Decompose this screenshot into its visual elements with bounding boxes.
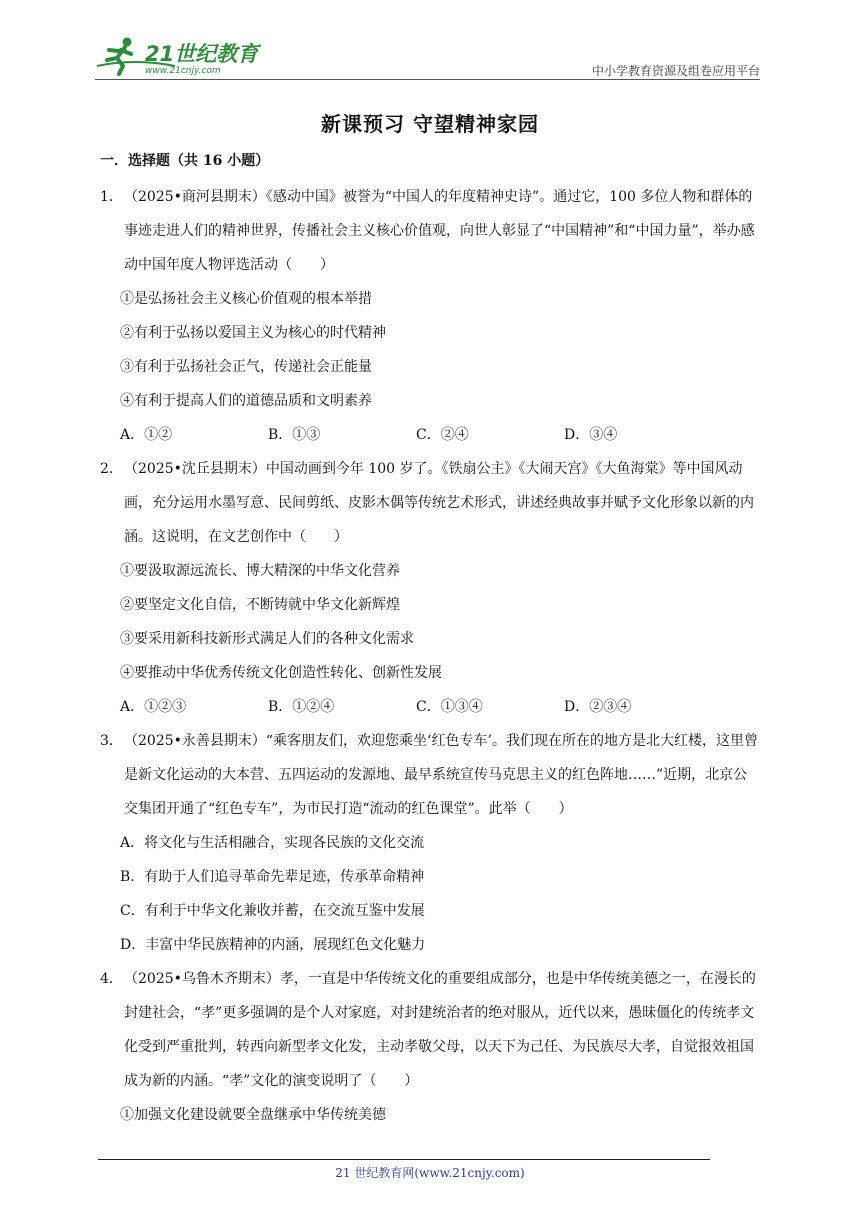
logo bbox=[95, 36, 265, 76]
question-text: （2025•乌鲁木齐期末）孝，一直是中华传统文化的重要组成部分，也是中华传统美德之一，在漫长的封建社会，“孝”更多强调的是个人对家庭，对封建统治者的绝对服从，近代以来，愚昧僵化的传统孝文化受到严重批判，转西向新型孝文化发，主动孝敬父母，以天下为己任、为民族尽大孝，自觉报效祖国成为新的内涵。“孝”文化的演变说明了（ ） bbox=[124, 971, 756, 1089]
question-stem bbox=[100, 724, 760, 826]
question-4 bbox=[100, 962, 760, 1132]
statement-option: ④有利于提高人们的道德品质和文明素养 bbox=[120, 393, 372, 409]
choice-a[interactable]: A．①② bbox=[120, 427, 173, 443]
question-number: 3． bbox=[100, 733, 123, 749]
choice-d[interactable]: D．②③④ bbox=[564, 699, 632, 715]
question-number: 4． bbox=[100, 971, 123, 987]
choice-d[interactable]: D．丰富中华民族精神的内涵，展现红色文化魅力 bbox=[120, 937, 426, 953]
choice-c[interactable]: C．有利于中华文化兼收并蓄，在交流互鉴中发展 bbox=[120, 903, 425, 919]
svg-text:21世纪教育: 21世纪教育 bbox=[145, 42, 259, 66]
question-1 bbox=[100, 180, 760, 452]
section-heading: 一．选择题（共 16 小题） bbox=[100, 153, 270, 169]
question-text: （2025•沈丘县期末）中国动画到今年 100 岁了。《铁扇公主》《大闹天宫》《大鱼海棠》等中国风动画，充分运用水墨写意、民间剪纸、皮影木偶等传统艺术形式，讲述经典故事并赋予文化形象以新的内涵。这说明，在文艺创作中（ ） bbox=[124, 461, 754, 545]
question-number: 2． bbox=[100, 461, 123, 477]
header-divider bbox=[95, 79, 760, 80]
page-footer[interactable]: 21 世纪教育网(www.21cnjy.com) bbox=[335, 1166, 525, 1180]
statement-option: ④要推动中华优秀传统文化创造性转化、创新性发展 bbox=[120, 665, 442, 681]
statement-option: ①加强文化建设就要全盘继承中华传统美德 bbox=[120, 1107, 386, 1123]
statement-option: ③要采用新科技新形式满足人们的各种文化需求 bbox=[120, 631, 414, 647]
question-text: （2025•商河县期末）《感动中国》被誉为“中国人的年度精神史诗”。通过它，100 多位人物和群体的事迹走进人们的精神世界，传播社会主义核心价值观，向世人彰显了“中国精神”和“中国力量”，举办感动中国年度人物评选活动（ ） bbox=[124, 189, 755, 273]
question-2 bbox=[100, 452, 760, 724]
answer-choices bbox=[100, 690, 760, 724]
platform-name: 中小学教育资源及组卷应用平台 bbox=[591, 64, 760, 78]
question-stem bbox=[100, 962, 760, 1098]
choice-a[interactable]: A．①②③ bbox=[120, 699, 187, 715]
question-list bbox=[100, 180, 760, 1132]
statement-option: ②要坚定文化自信，不断铸就中华文化新辉煌 bbox=[120, 597, 400, 613]
answer-choices bbox=[100, 418, 760, 452]
choice-b[interactable]: B．①③ bbox=[268, 427, 321, 443]
choice-c[interactable]: C．①③④ bbox=[416, 699, 483, 715]
question-stem bbox=[100, 452, 760, 554]
question-number: 1． bbox=[100, 189, 123, 205]
footer-divider bbox=[98, 1159, 710, 1160]
page-header bbox=[95, 28, 760, 80]
choice-a[interactable]: A．将文化与生活相融合，实现各民族的文化交流 bbox=[120, 835, 425, 851]
choice-c[interactable]: C．②④ bbox=[416, 427, 469, 443]
page-title: 新课预习 守望精神家园 bbox=[321, 112, 539, 136]
choice-b[interactable]: B．有助于人们追寻革命先辈足迹，传承革命精神 bbox=[120, 869, 425, 885]
statement-option: ③有利于弘扬社会正气，传递社会正能量 bbox=[120, 359, 372, 375]
question-stem bbox=[100, 180, 760, 282]
svg-text:www.21cnjy.com: www.21cnjy.com bbox=[145, 66, 221, 76]
statement-option: ①是弘扬社会主义核心价值观的根本举措 bbox=[120, 291, 372, 307]
question-text: （2025•永善县期末）“乘客朋友们，欢迎您乘坐‘红色专车’。我们现在所在的地方是北大红楼，这里曾是新文化运动的大本营、五四运动的发源地、最早系统宣传马克思主义的红色阵地……”近期，北京公交集团开通了“红色专车”，为市民打造“流动的红色课堂”。此举（ ） bbox=[124, 733, 758, 817]
choice-d[interactable]: D．③④ bbox=[564, 427, 618, 443]
statement-option: ①要汲取源远流长、博大精深的中华文化营养 bbox=[120, 563, 400, 579]
choice-b[interactable]: B．①②④ bbox=[268, 699, 335, 715]
question-3 bbox=[100, 724, 760, 962]
statement-option: ②有利于弘扬以爱国主义为核心的时代精神 bbox=[120, 325, 386, 341]
runner-icon bbox=[95, 36, 265, 76]
